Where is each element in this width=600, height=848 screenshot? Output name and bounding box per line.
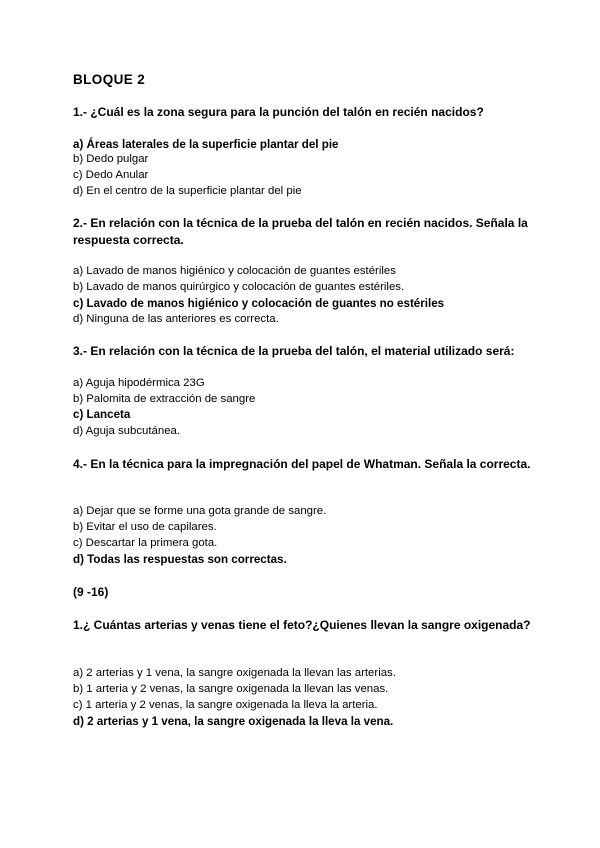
option-q3-a: a) Aguja hipodérmica 23G [73, 377, 205, 389]
question-2: 2.- En relación con la técnica de la prueba del talón en recién nacidos. Señala la respuesta correcta. [73, 216, 528, 247]
section-range: (9 -16) [73, 585, 109, 599]
option-q4-d-correct: d) Todas las respuestas son correctas. [73, 553, 287, 566]
option-q5-b: b) 1 arteria y 2 venas, la sangre oxigenada la llevan las venas. [73, 683, 389, 695]
option-q3-b: b) Palomita de extracción de sangre [73, 393, 256, 405]
option-q2-d: d) Ninguna de las anteriores es correcta. [73, 313, 279, 325]
question-3: 3.- En relación con la técnica de la prueba del talón, el material utilizado será: [73, 344, 515, 358]
option-q4-c: c) Descartar la primera gota. [73, 537, 218, 549]
option-q1-a-correct: a) Áreas laterales de la superficie plantar del pie [73, 138, 339, 151]
question-4: 4.- En la técnica para la impregnación del papel de Whatman. Señala la correcta. [73, 457, 531, 471]
option-q5-c: c) 1 arteria y 2 venas, la sangre oxigenada la lleva la arteria. [73, 699, 378, 711]
option-q4-b: b) Evitar el uso de capilares. [73, 521, 217, 533]
option-q1-d: d) En el centro de la superficie plantar del pie [73, 185, 302, 197]
option-q4-a: a) Dejar que se forme una gota grande de sangre. [73, 505, 327, 517]
option-q2-b: b) Lavado de manos quirúrgico y colocación de guantes estériles. [73, 281, 405, 293]
option-q3-c-correct: c) Lanceta [73, 408, 131, 421]
option-q5-d-correct: d) 2 arterias y 1 vena, la sangre oxigenada la lleva la vena. [73, 715, 394, 728]
option-q1-c: c) Dedo Anular [73, 169, 149, 181]
option-q3-d: d) Aguja subcutánea. [73, 425, 181, 437]
option-q5-a: a) 2 arterias y 1 vena, la sangre oxigenada la llevan las arterias. [73, 667, 396, 679]
question-1: 1.- ¿Cuál es la zona segura para la punción del talón en recién nacidos? [73, 105, 484, 119]
question-5: 1.¿ Cuántas arterias y venas tiene el feto?¿Quienes llevan la sangre oxigenada? [73, 618, 531, 632]
option-q2-c-correct: c) Lavado de manos higiénico y colocación de guantes no estériles [73, 297, 445, 310]
option-q2-a: a) Lavado de manos higiénico y colocación de guantes estériles [73, 265, 396, 277]
option-q1-b: b) Dedo pulgar [73, 153, 149, 165]
block-title: BLOQUE 2 [73, 72, 146, 87]
